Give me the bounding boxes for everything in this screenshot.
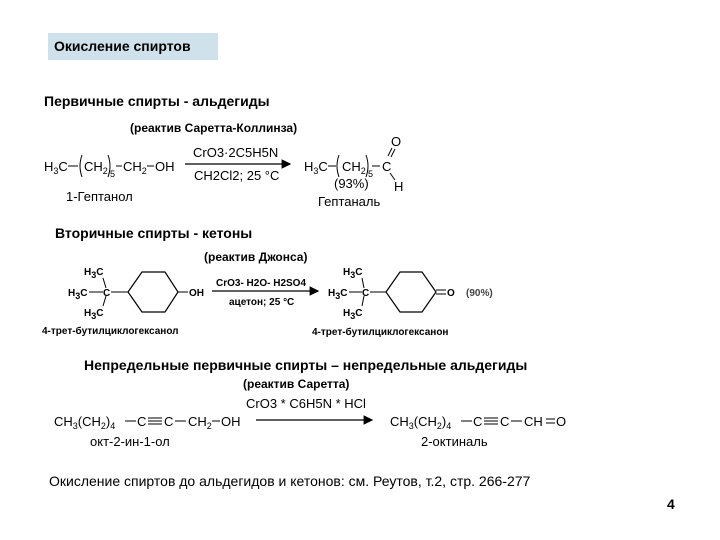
heading-unsaturated: Непредельные первичные спирты – непредельные альдегиды [84, 357, 528, 373]
slide-number: 4 [667, 496, 675, 512]
cyclohexane-ring-product [386, 272, 436, 312]
reagent-top-unsaturated: CrO3 * C6H5N * HCl [246, 396, 366, 411]
svg-text:H3C: H3C [68, 288, 88, 301]
cyclohexane-ring-start [128, 272, 178, 312]
svg-text:C: C [137, 414, 147, 429]
scheme-primary [44, 134, 403, 209]
reagent-primary: (реактив Саретта-Коллинза) [130, 121, 298, 135]
svg-text:O: O [447, 288, 455, 299]
svg-text:OH: OH [221, 414, 241, 429]
svg-text:CH2: $CH_2$ [123, 159, 147, 176]
svg-text:C: C [362, 288, 370, 299]
start-name-secondary: 4-трет-бутилциклогексанол [42, 326, 179, 337]
svg-text:H: H [394, 179, 404, 194]
svg-text:H3C: $H_3C$ [304, 159, 328, 176]
h3c-label-1: $H_3C$ [44, 159, 68, 176]
start-name-unsaturated: окт-2-ин-1-ол [90, 434, 170, 449]
svg-text:C: C [103, 288, 111, 299]
product-name-primary: Гептаналь [318, 194, 381, 209]
footnote: Окисление спиртов до альдегидов и кетонов: см. Реутов, т.2, стр. 266-277 [49, 473, 531, 489]
svg-text:O: O [556, 414, 567, 429]
svg-text:O: O [391, 134, 402, 149]
reagent-top-secondary: CrO3- H2O- H2SO4 [216, 278, 307, 289]
repeat-count-1: 5 [110, 169, 116, 179]
reagent-unsaturated: (реактив Саретта) [243, 377, 350, 391]
svg-text:CH2: $CH_2$ [84, 159, 108, 176]
svg-text:H3C: H3C [328, 288, 348, 301]
svg-text:H3C: H3C [84, 267, 104, 280]
svg-text:OH: OH [189, 288, 204, 299]
reagent-top-primary: CrO3·2C5H5N [193, 145, 279, 160]
svg-text:C: C [500, 414, 510, 429]
svg-text:CH: CH [524, 414, 543, 429]
product-name-unsaturated: 2-октиналь [421, 434, 488, 449]
svg-text:CH3(CH2)4: $CH_3(CH_2)_4$ [390, 414, 452, 431]
scheme-secondary [42, 267, 493, 338]
start-name-primary: 1-Гептанол [66, 189, 133, 204]
svg-text:5: 5 [368, 169, 374, 179]
svg-text:OH: OH [155, 159, 175, 174]
yield-secondary: (90%) [466, 288, 493, 299]
svg-text:H3C: H3C [343, 267, 363, 280]
svg-text:H3C: H3C [343, 308, 363, 321]
svg-text:C: C [382, 159, 392, 174]
heading-primary: Первичные спирты - альдегиды [44, 93, 270, 109]
svg-text:C: C [473, 414, 483, 429]
reagent-secondary: (реактив Джонса) [204, 250, 308, 264]
yield-primary: (93%) [334, 176, 369, 191]
scheme-unsaturated [54, 396, 566, 449]
reagent-bottom-primary: CH2Cl2; 25 °C [194, 168, 280, 183]
svg-text:CH3(CH2)4: $CH_3(CH_2)_4$ [54, 414, 116, 431]
svg-text:H3C: H3C [84, 308, 104, 321]
svg-text:CH2: $CH_2$ [342, 159, 366, 176]
slide-title: Окисление спиртов [48, 33, 218, 60]
svg-text:C: C [164, 414, 174, 429]
product-name-secondary: 4-трет-бутилциклогексанон [312, 327, 449, 338]
reagent-bottom-secondary: ацетон; 25 °C [229, 297, 295, 308]
heading-secondary: Вторичные спирты - кетоны [55, 225, 253, 241]
svg-text:CH2: $CH_2$ [188, 414, 212, 431]
